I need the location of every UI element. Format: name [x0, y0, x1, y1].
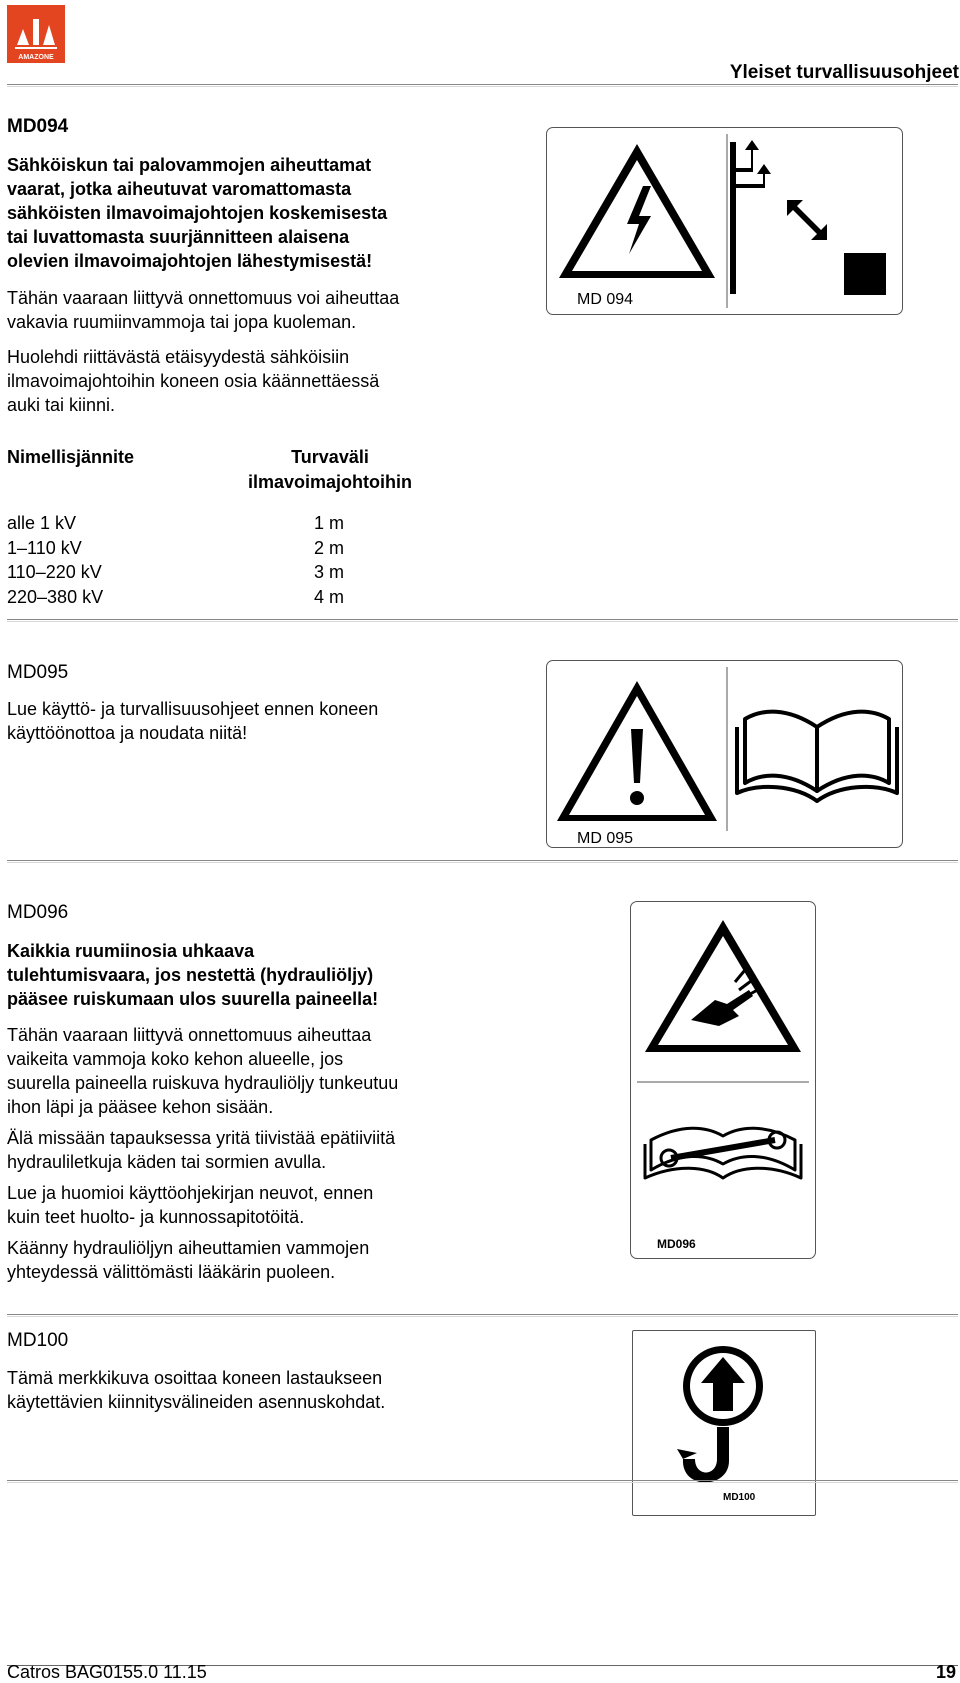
md096-instruction-3: Käänny hydrauliöljyn aiheuttamien vammojen yhteydessä välittömästi lääkärin puoleen.	[7, 1238, 370, 1282]
lifting-hook-icon	[677, 1346, 763, 1483]
svg-text:AMAZONE: AMAZONE	[18, 54, 54, 61]
page-number: 19	[935, 1662, 956, 1682]
md095-code: MD095	[7, 662, 69, 683]
svg-text:MD096: MD096	[657, 1237, 696, 1251]
distance-header: Turvaväli ilmavoimajohtoihin	[247, 447, 412, 492]
table-row: 1 m	[314, 513, 345, 533]
power-line-distance-icon	[730, 140, 886, 295]
section-title: Yleiset turvallisuusohjeet	[729, 62, 959, 83]
svg-text:MD 095: MD 095	[577, 830, 634, 847]
table-row: 4 m	[314, 586, 345, 607]
section-rule	[7, 1480, 958, 1481]
md096-consequence: Tähän vaaraan liittyvä onnettomuus aiheuttaa vaikeita vammoja koko kehon alueelle, jos suurella paineella ruiskuva hydrauliöljy tunkeutuu ihon läpi ja pääsee kehon sisään.	[7, 1025, 399, 1117]
md096-instruction-2: Lue ja huomioi käyttöohjekirjan neuvot, ennen kuin teet huolto- ja kunnossapitotöitä.	[7, 1183, 374, 1227]
md096-code: MD096	[7, 902, 69, 923]
doc-reference: Catros BAG0155.0 11.15	[7, 1662, 207, 1682]
md096-warning: Kaikkia ruumiinosia uhkaava tulehtumisvaara, jos nestettä (hydrauliöljy) pääsee ruiskumaan ulos suurella paineella!	[7, 941, 379, 1009]
hydraulic-injection-warning-icon	[645, 920, 801, 1052]
table-row: 1–110 kV	[7, 537, 82, 558]
md095-sign	[546, 660, 903, 848]
section-rule	[7, 619, 958, 620]
md100-text: Tämä merkkikuva osoittaa koneen lastaukseen käytettävien kiinnitysvälineiden asennuskohdat.	[7, 1368, 386, 1412]
svg-text:MD 094: MD 094	[577, 291, 634, 308]
general-warning-icon	[557, 681, 717, 821]
md095-text: Lue käyttö- ja turvallisuusohjeet ennen koneen käyttöönottoa ja noudata niitä!	[7, 699, 379, 743]
table-row: alle 1 kV	[7, 513, 77, 533]
table-row: 3 m	[314, 562, 345, 582]
md094-warning: Sähköiskun tai palovammojen aiheuttamat vaarat, jotka aiheutuvat varomattomasta sähköisten ilmavoimajohtojen koskemisesta tai luvattomasta suurjännitteen alaisena olevien ilmavoimajohtojen lähestymisestä!	[7, 155, 388, 271]
section-rule	[7, 1314, 958, 1315]
md094-instruction: Huolehdi riittävästä etäisyydestä sähköisiin ilmavoimajohtoihin koneen osia käännettäessä auki tai kiinni.	[7, 347, 380, 415]
distance-column	[314, 511, 344, 609]
md094-sign	[546, 127, 903, 315]
amazone-logo	[7, 5, 65, 63]
svg-text:MD100: MD100	[723, 1492, 756, 1503]
md100-code: MD100	[7, 1330, 69, 1351]
md100-sign	[632, 1330, 816, 1516]
md096-sign	[630, 901, 816, 1259]
md094-consequence: Tähän vaaraan liittyvä onnettomuus voi aiheuttaa vakavia ruumiinvammoja tai jopa kuoleman.	[7, 288, 400, 332]
md096-instruction-1: Älä missään tapauksessa yritä tiivistää epätiiviitä hydrauliletkuja käden tai sormien avulla.	[7, 1128, 396, 1172]
md094-code: MD094	[7, 116, 69, 137]
voltage-header: Nimellisjännite	[7, 447, 135, 467]
table-row: 2 m	[314, 537, 345, 558]
high-voltage-warning-icon	[559, 144, 715, 278]
table-row: 220–380 kV	[7, 586, 104, 607]
header-rule	[7, 84, 958, 85]
read-manual-icon	[737, 712, 897, 801]
table-row: 110–220 kV	[7, 562, 102, 582]
service-manual-icon	[645, 1128, 801, 1178]
voltage-column	[7, 511, 103, 609]
section-rule	[7, 860, 958, 861]
